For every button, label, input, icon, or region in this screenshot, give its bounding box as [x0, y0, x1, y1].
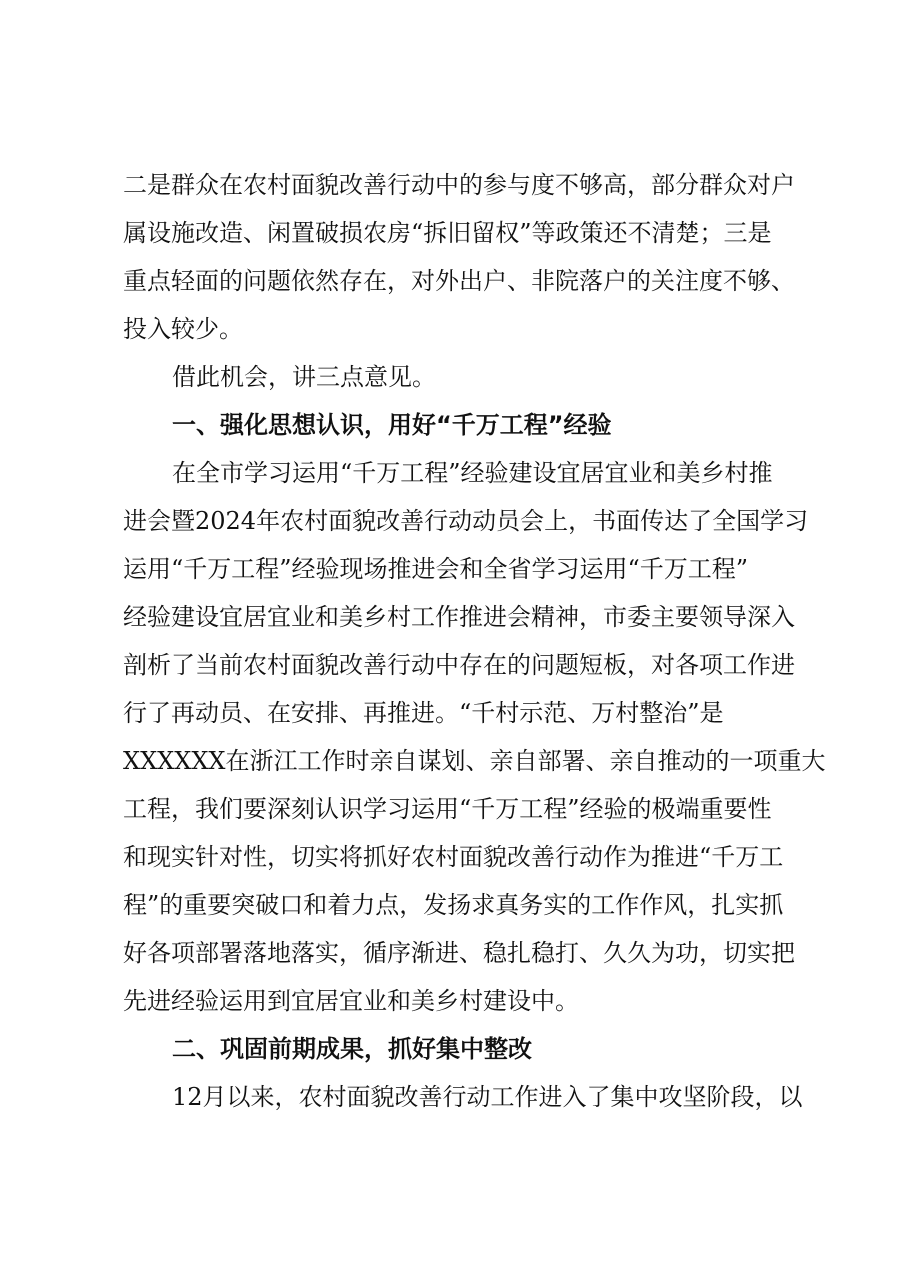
body-text-line: 投入较少。: [123, 315, 243, 343]
body-text-line: XXXXXX在浙江工作时亲自谋划、亲自部署、亲自推动的一项重大: [123, 747, 826, 775]
body-text-line: 12月以来，农村面貌改善行动工作进入了集中攻坚阶段，以: [172, 1083, 803, 1111]
body-text-line: 二是群众在农村面貌改善行动中的参与度不够高，部分群众对户: [123, 171, 795, 199]
section-heading-1: 一、强化思想认识，用好“千万工程”经验: [172, 411, 612, 439]
body-text-line: 先进经验运用到宜居宜业和美乡村建设中。: [123, 987, 579, 1015]
body-text-line: 属设施改造、闲置破损农房“拆旧留权”等政策还不清楚；三是: [123, 219, 772, 247]
section-heading-2: 二、巩固前期成果，抓好集中整改: [172, 1035, 532, 1063]
body-text-line: 借此机会，讲三点意见。: [172, 363, 436, 391]
body-text-line: 进会暨2024年农村面貌改善行动动员会上，书面传达了全国学习: [123, 507, 809, 535]
body-text-line: 经验建设宜居宜业和美乡村工作推进会精神，市委主要领导深入: [123, 603, 795, 631]
body-text-line: 程”的重要突破口和着力点，发扬求真务实的工作作风，扎实抓: [123, 891, 784, 919]
body-text-line: 运用“千万工程”经验现场推进会和全省学习运用“千万工程”: [123, 555, 749, 583]
body-text-line: 和现实针对性，切实将抓好农村面貌改善行动作为推进“千万工: [123, 843, 784, 871]
body-text-line: 好各项部署落地落实，循序渐进、稳扎稳打、久久为功，切实把: [123, 939, 795, 967]
body-text-line: 行了再动员、在安排、再推进。“千村示范、万村整治”是: [123, 699, 724, 727]
body-text-line: 工程，我们要深刻认识学习运用“千万工程”经验的极端重要性: [123, 795, 772, 823]
body-text-line: 剖析了当前农村面貌改善行动中存在的问题短板，对各项工作进: [123, 651, 795, 679]
body-text-line: 在全市学习运用“千万工程”经验建设宜居宜业和美乡村推: [172, 459, 773, 487]
body-text-line: 重点轻面的问题依然存在，对外出户、非院落户的关注度不够、: [123, 267, 795, 295]
